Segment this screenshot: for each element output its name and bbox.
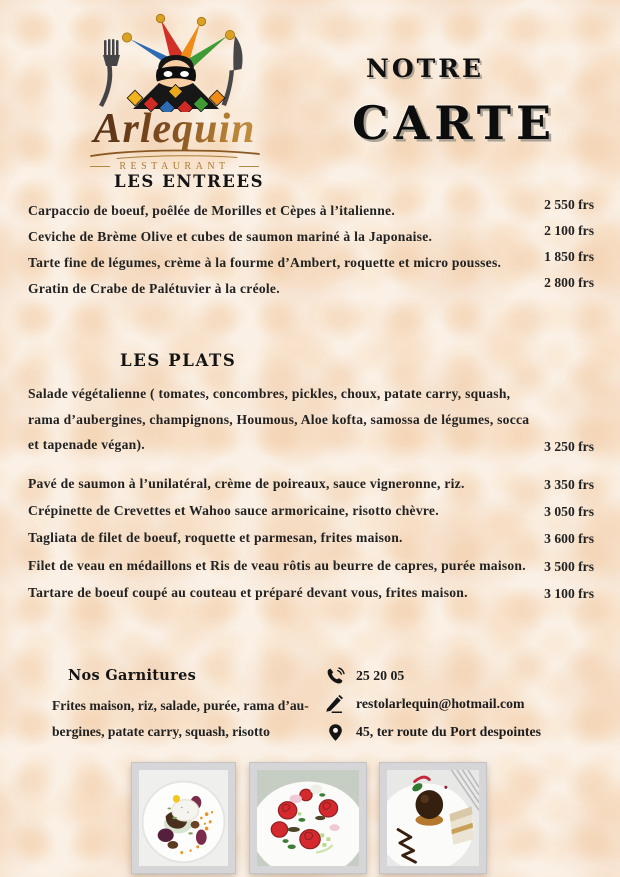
red-roses-dish-photo (249, 762, 367, 874)
item-name: Tarte fine de légumes, crème à la fourme d’Ambert, roquette et micro pousses. (28, 255, 502, 270)
menu-item-row (28, 275, 594, 307)
item-name: Carpaccio de boeuf, poêlée de Morilles et Cèpes à l’italienne. (28, 203, 395, 218)
item-name: Crépinette de Crevettes et Wahoo sauce armoricaine, risotto chèvre. (28, 503, 439, 519)
phone-icon (322, 666, 348, 687)
item-price: 3 100 frs (544, 585, 594, 601)
item-name: Pavé de saumon à l’unilatéral, crème de poireaux, sauce vigneronne, riz. (28, 476, 465, 491)
menu-item-row (28, 503, 594, 530)
menu-item-row (28, 530, 594, 557)
entrees-list (28, 197, 594, 307)
menu-item-row (28, 197, 594, 229)
subtitle-rule-right (239, 166, 259, 167)
item-price: 2 800 frs (544, 275, 594, 290)
brand-subtitle: RESTAURANT (119, 161, 230, 172)
email-address: restolarlequin@hotmail.com (356, 696, 525, 711)
salade-line: rama d’aubergines, champignons, Houmous, Aloe kofta, samossa de légumes, socca (28, 411, 530, 427)
item-price: 1 850 frs (544, 249, 594, 264)
salade-line: Salade végétalienne ( tomates, concombres, pickles, choux, patate carry, squash, (28, 386, 511, 401)
garnitures-line: bergines, patate carry, squash, risotto (52, 724, 270, 739)
salade-line: et tapenade végan). (28, 437, 145, 452)
item-name: Filet de veau en médaillons et Ris de veau rôtis au beurre de capres, purée maison. (28, 557, 526, 573)
phone-number: 25 20 05 (356, 668, 405, 683)
plats-heading: LES PLATS (120, 351, 237, 370)
subtitle-rule-left (90, 166, 110, 167)
menu-item-row (28, 558, 594, 585)
garnitures-block (52, 667, 332, 745)
item-name: Gratin de Crabe de Palétuvier à la créole. (28, 281, 280, 296)
item-price: 2 550 frs (544, 197, 594, 212)
writing-pen-icon (322, 693, 348, 715)
item-name: Ceviche de Brème Olive et cubes de saumon mariné à la Japonaise. (28, 229, 433, 244)
contact-address-row (322, 718, 602, 746)
brand-subtitle-row (72, 161, 277, 172)
salade-item (28, 381, 594, 458)
jester-cutlery-icon (75, 12, 275, 112)
garnitures-heading: Nos Garnitures (68, 667, 197, 684)
entrees-heading: LES ENTREES (114, 172, 265, 191)
menu-title (352, 54, 572, 150)
item-price: 3 050 frs (544, 504, 594, 520)
item-price: 3 500 frs (544, 558, 594, 574)
menu-title-line1: NOTRE (366, 54, 485, 83)
contact-phone-row (322, 662, 602, 690)
location-pin-icon (322, 722, 348, 743)
item-price: 2 100 frs (544, 223, 594, 238)
street-address: 45, ter route du Port despointes (356, 724, 541, 739)
menu-item-row (28, 223, 594, 255)
menu-item-row (28, 585, 594, 612)
brand-name: Arlequin (72, 108, 277, 150)
plats-list (28, 476, 594, 612)
menu-item-row (28, 249, 594, 281)
restaurant-logo (72, 12, 277, 172)
item-price: 3 350 frs (544, 477, 594, 492)
item-name: Tagliata de filet de boeuf, roquette et parmesan, frites maison. (28, 530, 403, 546)
chocolate-dessert-photo (379, 762, 487, 874)
contact-block (322, 662, 602, 746)
item-name: Tartare de boeuf coupé au couteau et préparé devant vous, frites maison. (28, 584, 468, 600)
menu-title-line2: CARTE (352, 96, 557, 150)
item-price: 3 600 frs (544, 531, 594, 547)
contact-email-row (322, 690, 602, 718)
menu-item-row (28, 476, 594, 503)
entree-plate-photo (131, 762, 236, 874)
item-price: 3 250 frs (544, 438, 594, 454)
garnitures-line: Frites maison, riz, salade, purée, rama d’au- (52, 698, 309, 713)
